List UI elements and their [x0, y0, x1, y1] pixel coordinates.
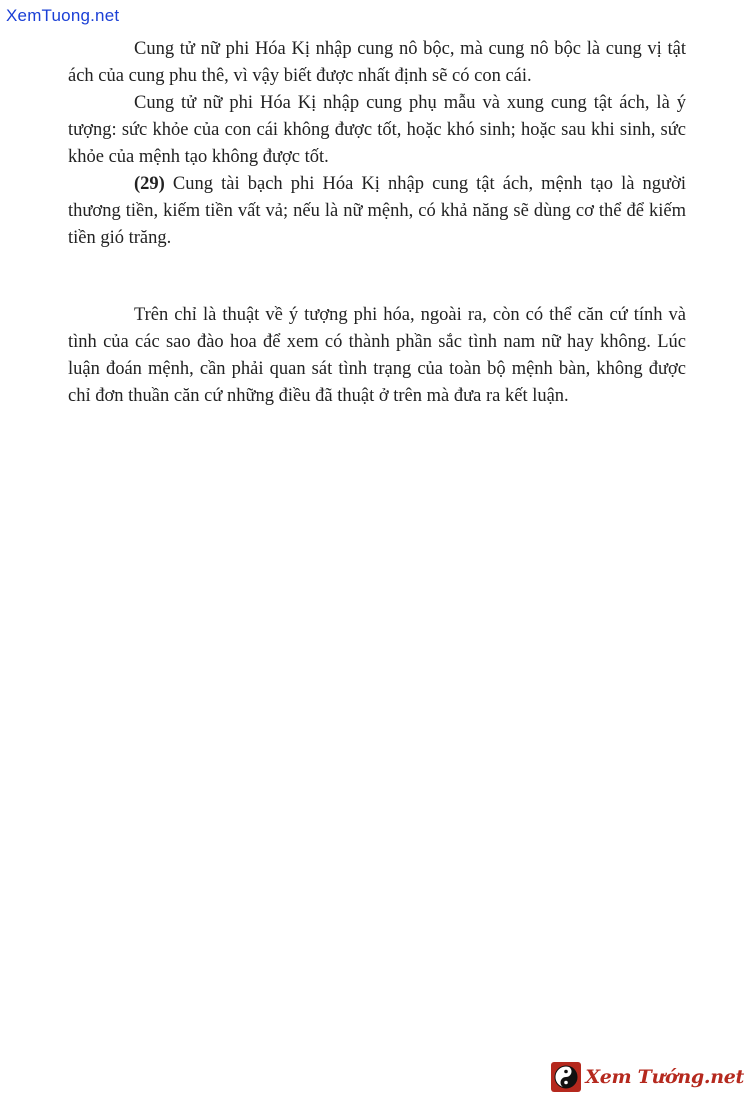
paragraph-2-text: Cung tử nữ phi Hóa Kị nhập cung phụ mẫu và xung cung tật ách, là ý tượng: sức khỏe của con cái không được tốt, hoặc khó sinh; hoặc sau khi sinh, sức khỏe của mệnh tạo không được tốt. — [68, 93, 686, 167]
footer-logo[interactable] — [551, 1062, 744, 1092]
paragraph-conclusion: Trên chỉ là thuật về ý tượng phi hóa, ngoài ra, còn có thể căn cứ tính và tình của các sao đào hoa để xem có thành phần sắc tình nam nữ hay không. Lúc luận đoán mệnh, cần phải quan sát tình trạng của toàn bộ mệnh bàn, không được chỉ đơn thuần căn cứ những điều đã thuật ở trên mà đưa ra kết luận. — [68, 305, 686, 406]
paragraph-3-number: (29) — [134, 174, 165, 194]
site-link[interactable]: XemTuong.net — [6, 6, 120, 25]
paragraph-2 — [68, 90, 686, 171]
text-block-top — [68, 36, 686, 252]
paragraph-1-text: Cung tử nữ phi Hóa Kị nhập cung nô bộc, mà cung nô bộc là cung vị tật ách của cung phu thê, vì vậy biết được nhất định sẽ có con cái. — [68, 39, 686, 86]
logo-text: Xem Tướng.net — [585, 1066, 744, 1088]
paragraph-3 — [68, 171, 686, 252]
text-block-bottom — [68, 302, 686, 410]
yin-yang-icon — [551, 1062, 581, 1092]
paragraph-1 — [68, 36, 686, 90]
paragraph-3-text: Cung tài bạch phi Hóa Kị nhập cung tật ách, mệnh tạo là người thương tiền, kiếm tiền vất vả; nếu là nữ mệnh, có khả năng sẽ dùng cơ thể để kiếm tiền gió trăng. — [68, 174, 686, 248]
